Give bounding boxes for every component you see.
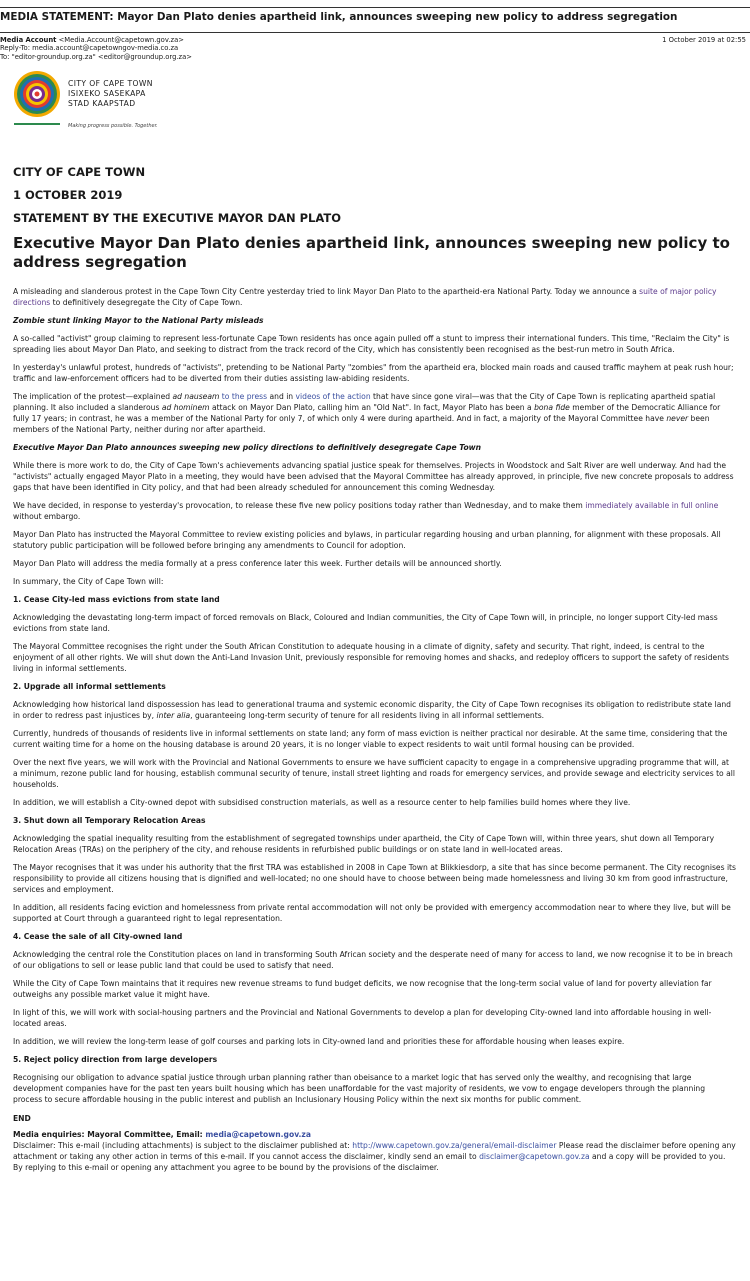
decided-paragraph: We have decided, in response to yesterday's provocation, to release these five new policy positions today rather than Wednesday, and to make them immediately available in full online without embargo. bbox=[13, 501, 719, 521]
section-1-paragraph: The Mayoral Committee recognises the right under the South African Constitution to adequate housing in a climate of dignity, safety and security. That right, indeed, is central to the enjoyment of all other rights. We will shut down the Anti-Land Invasion Unit, previously responsible for removing homes and shacks, and redeploy officers to support the safety of residents living in informal settlements. bbox=[13, 642, 729, 673]
media-email-link[interactable]: media@capetown.gov.za bbox=[205, 1130, 311, 1139]
section-2-paragraph: In addition, we will establish a City-owned depot with subsidised construction materials, as well as a resource center to help families build homes where they live. bbox=[13, 798, 631, 807]
section-2-paragraph: Currently, hundreds of thousands of residents live in informal settlements on state land; any form of mass eviction is neither practical nor desirable. At the same time, considering that the current waiting time for a home on the housing database is around 20 years, it is no longer viable to expect residents to wait until formal housing can be provided. bbox=[13, 729, 728, 749]
summary-paragraph: In summary, the City of Cape Town will: bbox=[13, 577, 164, 586]
city-emblem-icon bbox=[12, 69, 62, 131]
address-paragraph: Mayor Dan Plato will address the media formally at a press conference later this week. Further details will be announced shortly. bbox=[13, 559, 502, 568]
statement-heading: STATEMENT BY THE EXECUTIVE MAYOR DAN PLATO bbox=[13, 211, 342, 225]
stunt-paragraph: A so-called "activist" group claiming to represent less-fortunate Cape Town residents has once again pulled off a stunt to impress their international funders. This time, "Reclaim the City" is spreading lies about Mayor Dan Plato, and seeking to distract from the track record of the City, which has consistently been recognised as the best-run metro in South Africa. bbox=[13, 334, 730, 354]
available-online-link[interactable]: immediately available in full online bbox=[585, 501, 719, 510]
section-4-paragraph: In addition, we will review the long-term lease of golf courses and parking lots in City-owned land and priorities these for affordable housing when leases expire. bbox=[13, 1037, 625, 1046]
subheading-policy: Executive Mayor Dan Plato announces sweeping new policy directions to definitively desegregate Cape Town bbox=[13, 443, 482, 452]
section-4-title: 4. Cease the sale of all City-owned land bbox=[13, 932, 183, 941]
section-5-paragraph: Recognising our obligation to advance spatial justice through urban planning rather than obeisance to a market logic that has served only the wealthy, and recognising that large development companies have for the past ten years built housing which has been unaffordable for the vast majority of residents, we vow to engage developers through the planning process to secure affordable housing in the public interest and publish an Inclusionary Housing Policy within the next six months for public comment. bbox=[13, 1073, 706, 1104]
section-5-title: 5. Reject policy direction from large developers bbox=[13, 1055, 218, 1064]
videos-link[interactable]: videos of the action bbox=[295, 392, 371, 401]
logo-line-2: ISIXEKO SASEKAPA bbox=[68, 89, 146, 98]
from-address[interactable]: <Media.Account@capetown.gov.za> bbox=[58, 36, 184, 44]
page-title: Executive Mayor Dan Plato denies apartheid link, announces sweeping new policy to address segregation bbox=[13, 234, 730, 271]
statement-body bbox=[0, 165, 750, 1173]
logo-tagline: Making progress possible. Together. bbox=[68, 123, 158, 129]
section-1-paragraph: Acknowledging the devastating long-term impact of forced removals on Black, Coloured and Indian communities, the City of Cape Town will, in principle, no longer support City-led mass evictions from state land. bbox=[13, 613, 718, 633]
city-logo bbox=[12, 69, 172, 143]
section-4-paragraph: While the City of Cape Town maintains that it requires new revenue streams to fund budget deficits, we now recognise that the long-term social value of land for poverty alleviation far outweighs any possible market value it might have. bbox=[13, 979, 712, 999]
implication-paragraph: The implication of the protest—explained ad nauseam to the press and in videos of the action that have since gone viral—was that the City of Cape Town is replicating apartheid spatial planning. It also included a slanderous ad hominem attack on Mayor Dan Plato, calling him an "Old Nat". In fact, Mayor Plato has been a bona fide member of the Democratic Alliance for fully 17 years; in contrast, he was a member of the National Party for only 7, of which only 4 were during apartheid. And in fact, a majority of the Mayoral Committee have never been members of the National Party, neither during nor after apartheid. bbox=[13, 392, 721, 434]
date-heading: 1 OCTOBER 2019 bbox=[13, 188, 123, 202]
reply-to-line: Reply-To: media.account@capetowngov-media.co.za bbox=[0, 44, 179, 53]
logo-line-3: STAD KAAPSTAD bbox=[68, 99, 136, 108]
from-line bbox=[0, 36, 746, 44]
logo-text bbox=[68, 79, 153, 109]
media-enquiries: Media enquiries: Mayoral Committee, Email: media@capetown.gov.za bbox=[13, 1130, 311, 1139]
email-header bbox=[0, 33, 750, 67]
end-marker: END bbox=[13, 1114, 31, 1123]
protest-paragraph: In yesterday's unlawful protest, hundreds of "activists", pretending to be National Party "zombies" from the apartheid era, blocked main roads and caused traffic mayhem at peak rush hour; traffic and law-enforcement officers had to be diverted from their duties assisting law-abiding residents. bbox=[13, 363, 734, 383]
subheading-zombie: Zombie stunt linking Mayor to the National Party misleads bbox=[13, 316, 264, 325]
section-4-paragraph: In light of this, we will work with social-housing partners and the Provincial and National Governments to develop a plan for developing City-owned land into affordable housing in well-located areas. bbox=[13, 1008, 712, 1028]
section-2-title: 2. Upgrade all informal settlements bbox=[13, 682, 166, 691]
instructed-paragraph: Mayor Dan Plato has instructed the Mayoral Committee to review existing policies and bylaws, in particular regarding housing and urban planning, for alignment with these proposals. All statutory public participation will be followed before bringing any amendments to Council for adoption. bbox=[13, 530, 721, 550]
work-paragraph: While there is more work to do, the City of Cape Town's achievements advancing spatial justice speak for themselves. Projects in Woodstock and Salt River are well underway. And had the "activists" actually engaged Mayor Plato in a meeting, they would have been advised that the Mayoral Committee has already approved, in principle, five new concrete proposals to address gaps that have been identified in City policy, and that had been already scheduled for announcement this coming Wednesday. bbox=[13, 461, 734, 492]
email-subject: MEDIA STATEMENT: Mayor Dan Plato denies apartheid link, announces sweeping new policy to address segregation bbox=[0, 11, 678, 23]
press-link[interactable]: to the press bbox=[219, 392, 268, 401]
section-3-paragraph: The Mayor recognises that it was under his authority that the first TRA was established in 2008 in Cape Town at Blikkiesdorp, a site that has since become permanent. The City recognises its responsibility to provide all citizens housing that is dignified and well-located; no one should have to choose between being made homelessness and living 30 km from good infrastructure, services and employment. bbox=[13, 863, 736, 894]
disclaimer: Disclaimer: This e-mail (including attachments) is subject to the disclaimer published at: http://www.capetown.gov.za/general/email-disclaimer Please read the disclaimer before opening any attachment or taking any other action in terms of this e-mail. If you cannot access the disclaimer, kindly send an email to disclaimer@capetown.gov.za and a copy will be provided to you. By replying to this e-mail or opening any attachment you agree to be bound by the provisions of the disclaimer. bbox=[13, 1141, 736, 1172]
section-3-paragraph: In addition, all residents facing eviction and homelessness from private rental accommodation will not only be provided with emergency accommodation near to where they live, but will be supported at Court through a guaranteed right to legal representation. bbox=[13, 903, 731, 923]
section-1-title: 1. Cease City-led mass evictions from state land bbox=[13, 595, 220, 604]
logo-line-1: CITY OF CAPE TOWN bbox=[68, 79, 153, 88]
email-date: 1 October 2019 at 02:55 bbox=[662, 36, 746, 44]
policy-directions-link[interactable]: suite of major policy directions bbox=[13, 287, 717, 307]
section-2-paragraph: Acknowledging how historical land dispossession has lead to generational trauma and systemic economic disparity, the City of Cape Town recognises its obligation to redistribute state land in order to redress past injustices by, inter alia, guaranteeing long-term security of tenure for all residents living in all informal settlements. bbox=[13, 700, 732, 720]
section-4-paragraph: Acknowledging the central role the Constitution places on land in transforming South African society and the desperate need of many for access to land, we now recognise it to be in breach of our obligations to sell or lease public land that could be used to satisfy that need. bbox=[13, 950, 733, 970]
intro-paragraph: A misleading and slanderous protest in the Cape Town City Centre yesterday tried to link Mayor Dan Plato to the apartheid-era National Party. Today we announce a suite of major policy directions to definitively desegregate the City of Cape Town. bbox=[13, 287, 717, 307]
org-heading: CITY OF CAPE TOWN bbox=[13, 165, 146, 179]
from-name: Media Account bbox=[0, 36, 57, 44]
section-3-paragraph: Acknowledging the spatial inequality resulting from the establishment of segregated townships under apartheid, the City of Cape Town will, within three years, shut down all Temporary Relocation Areas (TRAs) on the periphery of the city, and rehouse residents in refurbished public buildings or on state land in well-located areas. bbox=[13, 834, 715, 854]
to-line: To: "editor-groundup.org.za" <editor@groundup.org.za> bbox=[0, 52, 192, 61]
disclaimer-email-link[interactable]: disclaimer@capetown.gov.za bbox=[479, 1152, 590, 1161]
disclaimer-url-link[interactable]: http://www.capetown.gov.za/general/email-disclaimer bbox=[352, 1141, 557, 1150]
section-3-title: 3. Shut down all Temporary Relocation Areas bbox=[13, 816, 206, 825]
section-2-paragraph: Over the next five years, we will work with the Provincial and National Governments to ensure we have sufficient capacity to engage in a comprehensive upgrading programme that will, at a minimum, rezone public land for housing, establish communal security of tenure, install street lighting and roads for emergency services, and provide sewage and electricity services to all households. bbox=[13, 758, 735, 789]
